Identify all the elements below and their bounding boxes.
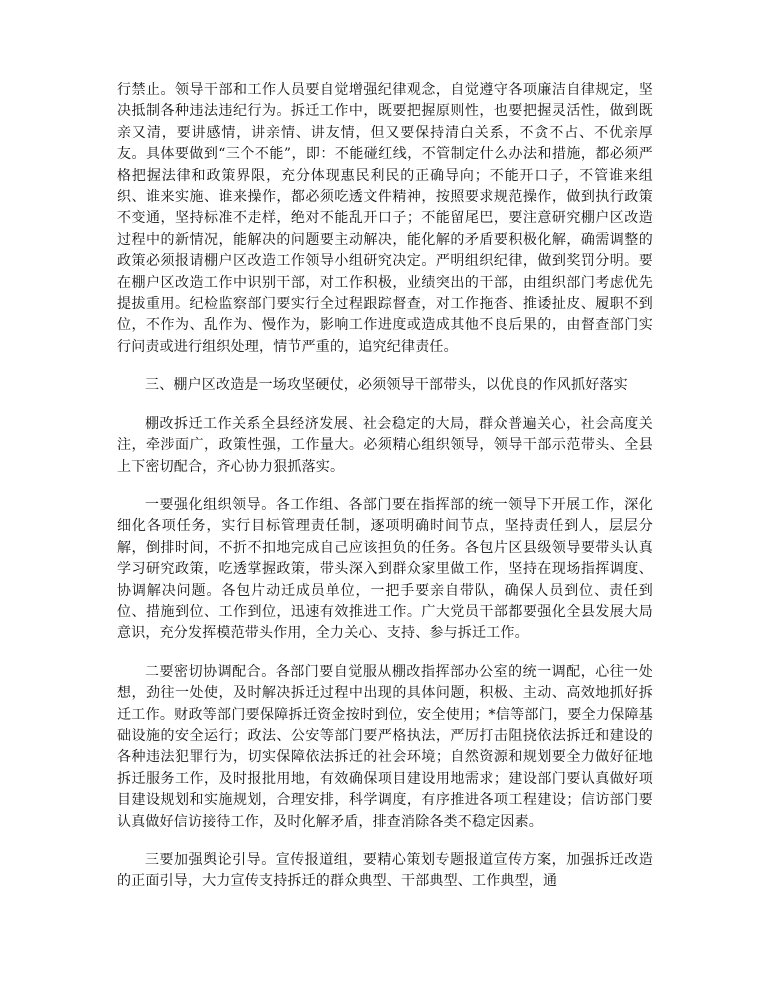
paragraph-intro: 棚改拆迁工作关系全县经济发展、社会稳定的大局，群众普遍关心，社会高度关注，牵涉面广，政策性强，工作量大。必须精心组织领导，领导干部示范带头、全县上下密切配合，齐心协力狠抓落实。 xyxy=(117,415,653,475)
paragraph-discipline: 行禁止。领导干部和工作人员要自觉增强纪律观念，自觉遵守各项廉洁自律规定，坚决抵制各种违法违纪行为。拆迁工作中，既要把握原则性，也要把握灵活性，做到既亲又清，要讲感情，讲亲情、讲友情，但又要保持清白关系，不贪不占、不优亲厚友。具体要做到“三个不能”，即：不能碰红线，不管制定什么办法和措施，都必须严格把握法律和政策界限，充分体现惠民利民的正确导向；不能开口子，不管谁来组织、谁来实施、谁来操作，都必须吃透文件精神，按照要求规范操作，做到执行政策不变通，坚持标准不走样，绝对不能乱开口子；不能留尾巴，要注意研究棚户区改造过程中的新情况，能解决的问题要主动解决，能化解的矛盾要积极化解，确需调整的政策必须报请棚户区改造工作领导小组研究决定。严明组织纪律，做到奖罚分明。要在棚户区改造工作中识别干部，对工作积极，业绩突出的干部，由组织部门考虑优先提拔重用。纪检监察部门要实行全过程跟踪督查，对工作拖沓、推诿扯皮、履职不到位，不作为、乱作为、慢作为，影响工作进度或造成其他不良后果的，由督查部门实行问责或进行组织处理，情节严重的，追究纪律责任。 xyxy=(117,82,653,355)
section-heading-three: 三、棚户区改造是一场攻坚硬仗，必须领导干部带头，以优良的作风抓好落实 xyxy=(145,377,628,394)
document-page xyxy=(117,80,653,910)
paragraph-publicity: 三要加强舆论引导。宣传报道组，要精心策划专题报道宣传方案，加强拆迁改造的正面引导，大力宣传支持拆迁的群众典型、干部典型、工作典型，通 xyxy=(117,852,653,890)
paragraph-organization: 一要强化组织领导。各工作组、各部门要在指挥部的统一领导下开展工作，深化细化各项任务，实行目标管理责任制，逐项明确时间节点，坚持责任到人，层层分解，倒排时间，不折不扣地完成自己应该担负的任务。各包片区县级领导要带头认真学习研究政策，吃透掌握政策，带头深入到群众家里做工作，坚持在现场指挥调度、协调解决问题。各包片动迁成员单位，一把手要亲自带队，确保人员到位、责任到位、措施到位、工作到位，迅速有效推进工作。广大党员干部都要强化全县发展大局意识，充分发挥模范带头作用，全力关心、支持、参与拆迁工作。 xyxy=(117,496,653,642)
paragraph-coordination: 二要密切协调配合。各部门要自觉服从棚改指挥部办公室的统一调配，心往一处想，劲往一处使，及时解决拆迁过程中出现的具体问题，积极、主动、高效地抓好拆迁工作。财政等部门要保障拆迁资金按时到位，安全使用；*信等部门，要全力保障基础设施的安全运行；政法、公安等部门要严格执法，严厉打击阻挠依法拆迁和建设的各种违法犯罪行为，切实保障依法拆迁的社会环境；自然资源和规划要全力做好征地拆迁服务工作，及时报批用地，有效确保项目建设用地需求；建设部门要认真做好项目建设规划和实施规划，合理安排，科学调度，有序推进各项工程建设；信访部门要认真做好信访接待工作，及时化解矛盾，排查消除各类不稳定因素。 xyxy=(117,663,653,830)
